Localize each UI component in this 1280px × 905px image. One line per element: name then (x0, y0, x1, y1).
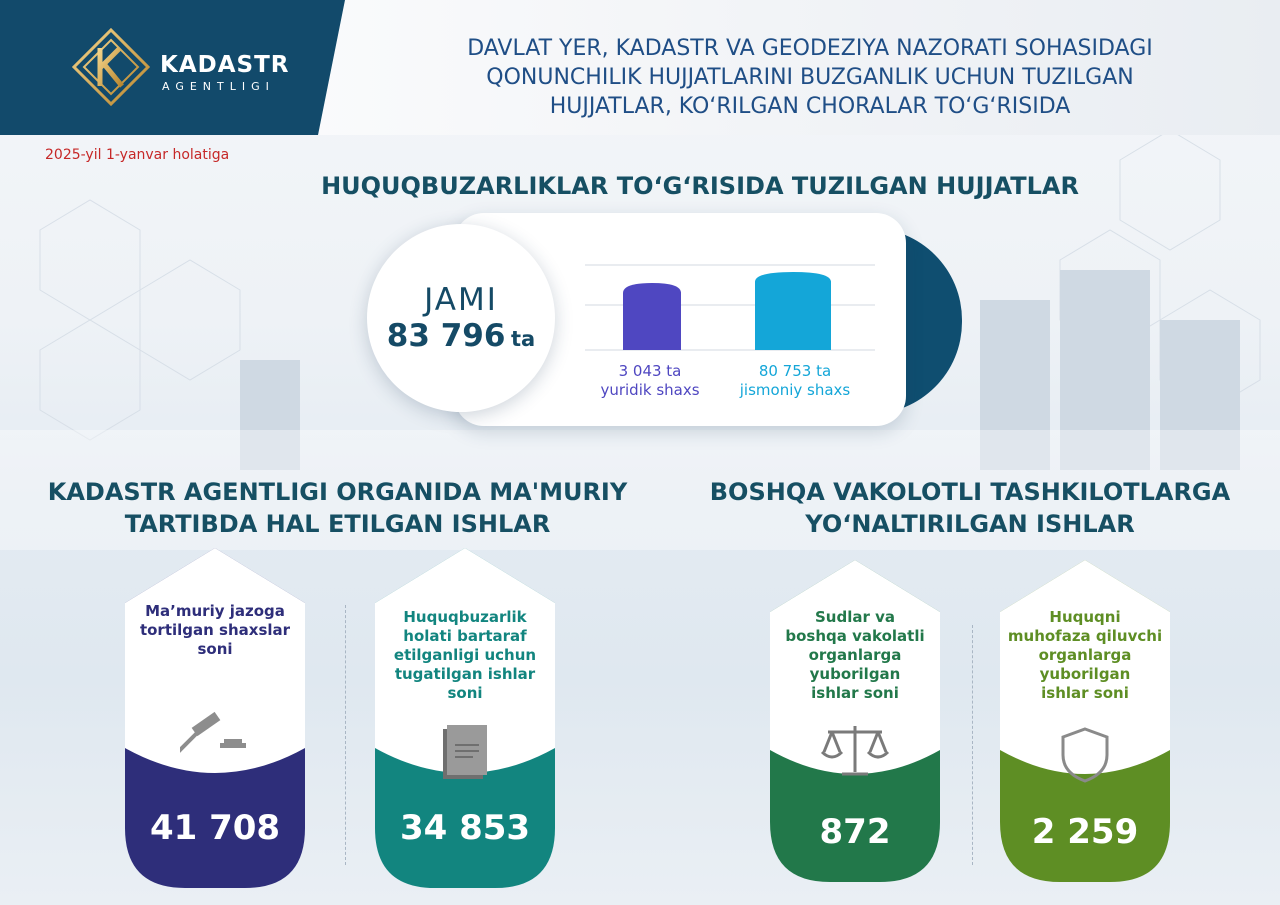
card-text-line: organlarga (1038, 646, 1132, 664)
left-section-title-line: TARTIBDA HAL ETILGAN ISHLAR (124, 510, 551, 538)
card-text-line: tugatilgan ishlar (394, 665, 536, 683)
card-text-line: Huquqni (1049, 608, 1121, 626)
page-title-line: HUJJATLAR, KO‘RILGAN CHORALAR TO‘G‘RISIDA (549, 94, 1071, 119)
document-folder-icon (435, 723, 495, 783)
card-value: 34 853 (399, 808, 531, 848)
card-value: 872 (819, 812, 891, 852)
card-text (1000, 608, 1170, 703)
right-section-title-line: YO‘NALTIRILGAN ISHLAR (805, 510, 1135, 538)
right-section-title-line: BOSHQA VAKOLOTLI TASHKILOTLARGA (709, 478, 1231, 506)
total-value (367, 318, 555, 354)
right-section-title (680, 476, 1260, 540)
stat-card-courts (765, 560, 945, 882)
gavel-icon (180, 703, 250, 758)
card-text-line: soni (197, 640, 233, 658)
bar-jismoniy-shaxs (755, 272, 831, 350)
card-value: 2 259 (1031, 812, 1139, 852)
card-text-line: Sudlar va (814, 608, 895, 626)
bar-value-label: 3 043 ta (618, 362, 682, 380)
left-section-title-line: KADASTR AGENTLIGI ORGANIDA MA'MURIY (47, 478, 628, 506)
card-text-line: Ma’muriy jazoga (145, 602, 285, 620)
bar-value-label: 80 753 ta (758, 362, 832, 380)
card-text-line: soni (447, 684, 483, 702)
top-section-title: HUQUQBUZARLIKLAR TO‘G‘RISIDA TUZILGAN HUJJATLAR (321, 172, 1079, 200)
total-label: JAMI (424, 282, 498, 318)
card-text-line: muhofaza qiluvchi (1007, 627, 1163, 645)
page-title (360, 34, 1260, 121)
card-text (125, 602, 305, 659)
card-text-line: yuborilgan (1039, 665, 1131, 683)
card-text-line: yuborilgan (809, 665, 901, 683)
bar-category-label: yuridik shaxs (600, 381, 700, 399)
left-divider (345, 605, 346, 865)
bar-label-jismoniy (725, 362, 865, 400)
stat-card-law-enforcement (995, 560, 1175, 882)
page-title-line: QONUNCHILIK HUJJATLARINI BUZGANLIK UCHUN TUZILGAN (486, 65, 1134, 90)
card-text (770, 608, 940, 703)
card-text (375, 608, 555, 703)
stat-card-cases-closed (370, 548, 560, 888)
kadastr-logo-icon (72, 28, 150, 106)
left-section-title (15, 476, 660, 540)
card-text-line: ishlar soni (811, 684, 899, 702)
card-text-line: holati bartaraf (403, 627, 527, 645)
page-title-line: DAVLAT YER, KADASTR VA GEODEZIYA NAZORATI SOHASIDAGI (467, 36, 1153, 61)
bar-yuridik-shaxs (623, 283, 681, 350)
card-text-line: boshqa vakolatli (785, 627, 925, 645)
logo-subtitle: AGENTLIGI (162, 80, 275, 93)
stat-card-administrative-penalty (120, 548, 310, 888)
bar-label-yuridik (585, 362, 715, 400)
card-value: 41 708 (149, 808, 281, 848)
shield-icon (1057, 725, 1113, 785)
scales-icon (820, 720, 890, 780)
total-unit: ta (511, 327, 536, 351)
card-text-line: ishlar soni (1041, 684, 1129, 702)
bar-category-label: jismoniy shaxs (739, 381, 851, 399)
bar-chart (585, 255, 875, 355)
date-note: 2025-yil 1-yanvar holatiga (45, 147, 230, 163)
card-text-line: etilganligi uchun (393, 646, 537, 664)
logo-word: KADASTR (160, 52, 290, 78)
total-number: 83 796 (386, 318, 506, 354)
card-text-line: Huquqbuzarlik (403, 608, 527, 626)
card-text-line: organlarga (808, 646, 902, 664)
card-text-line: tortilgan shaxslar (139, 621, 291, 639)
right-divider (972, 625, 973, 865)
